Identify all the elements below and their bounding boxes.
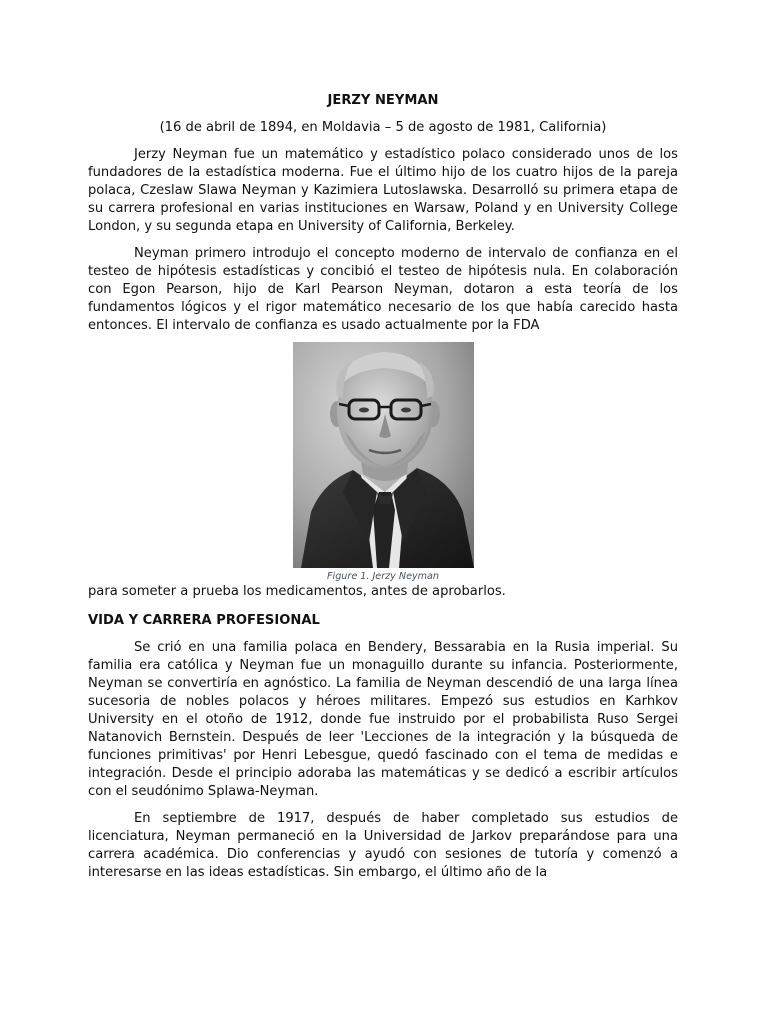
- paragraph-confidence-interval: Neyman primero introdujo el concepto moderno de intervalo de confianza en el testeo de hipótesis estadísticas y concibió el testeo de hipótesis nula. En colaboración con Egon Pearson, hijo de Karl Pearson Neyman, dotaron a esta teoría de los fundamentos lógicos y el rigor matemático necesario de los que había carecido hasta entonces. El intervalo de confianza es usado actualmente por la FDA: [88, 246, 678, 333]
- document-page: [88, 92, 678, 891]
- paragraph-early-life: Se crió en una familia polaca en Bendery, Bessarabia en la Rusia imperial. Su familia era católica y Neyman fue un monaguillo durante su infancia. Posteriormente, Neyman se convertiría en agnóstico. La familia de Neyman descendió de una larga línea sucesoria de nobles polacos y héroes militares. Empezó sus estudios en Karhkov University en el otoño de 1912, donde fue instruido por el probabilista Ruso Sergei Natanovich Bernstein. Después de leer 'Lecciones de la integración y la búsqueda de funciones primitivas' por Henri Lebesgue, quedó fascinado con el tema de medidas e integración. Desde el principio adoraba las matemáticas y se dedicó a escribir artículos con el seudónimo Splawa-Neyman.: [88, 640, 678, 799]
- portrait-photo: [293, 342, 474, 568]
- paragraph-academic-career: En septiembre de 1917, después de haber completado sus estudios de licenciatura, Neyman permaneció en la Universidad de Jarkov preparándose para una carrera académica. Dio conferencias y ayudó con sesiones de tutoría y comenzó a interesarse en las ideas estadísticas. Sin embargo, el último año de la: [88, 811, 678, 880]
- paragraph-continuation: para someter a prueba los medicamentos, antes de aprobarlos.: [88, 584, 506, 599]
- paragraph-intro: Jerzy Neyman fue un matemático y estadístico polaco considerado unos de los fundadores de la estadística moderna. Fue el último hijo de los cuatro hijos de la pareja polaca, Czeslaw Slawa Neyman y Kazimiera Lutoslawska. Desarrolló su primera etapa de su carrera profesional en varias instituciones en Warsaw, Poland y en University College London, y su segunda etapa en University of California, Berkeley.: [88, 147, 678, 234]
- section-heading: VIDA Y CARRERA PROFESIONAL: [88, 613, 320, 628]
- figure-caption: Figure 1. Jerzy Neyman: [327, 571, 439, 582]
- document-title: JERZY NEYMAN: [327, 93, 439, 108]
- portrait-figure: [293, 342, 474, 583]
- life-dates: (16 de abril de 1894, en Moldavia – 5 de agosto de 1981, California): [159, 120, 607, 135]
